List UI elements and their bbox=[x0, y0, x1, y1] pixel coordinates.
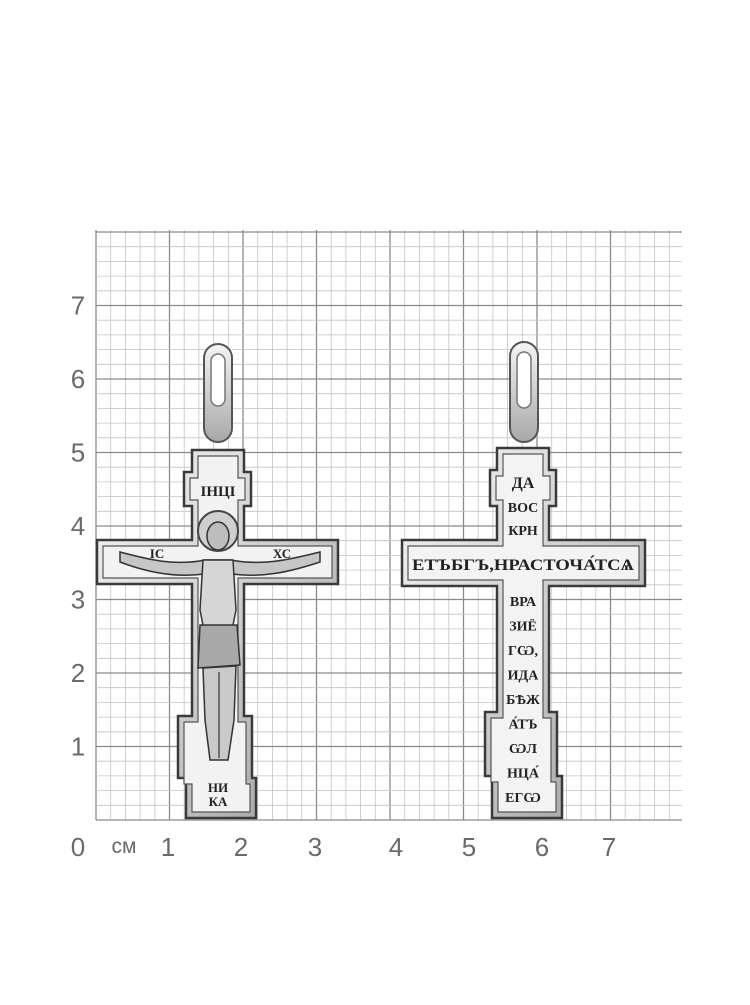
y-tick-label: 1 bbox=[70, 731, 86, 762]
x-tick-label: 1 bbox=[160, 832, 176, 862]
inscription-line: ИДА bbox=[507, 668, 539, 684]
loincloth bbox=[198, 625, 240, 668]
x-tick-label: 6 bbox=[534, 832, 550, 862]
y-tick-label: 5 bbox=[70, 437, 86, 468]
inscription-line: А́ТЪ bbox=[508, 717, 538, 733]
inscription-line: ѠЛ bbox=[509, 742, 537, 757]
inscription-line: ЗИЁ bbox=[509, 619, 537, 635]
inscription-lower bbox=[505, 595, 541, 806]
right-inscription: ХС bbox=[272, 546, 292, 561]
inscription-line: ЕГѠ bbox=[505, 791, 541, 806]
inscription-crossbar: ЕТЪБГЪ,НРАСТОЧА́ТСѦ bbox=[412, 557, 604, 574]
y-tick-label: 2 bbox=[70, 658, 86, 688]
head bbox=[207, 522, 229, 550]
bail-ring-hole bbox=[211, 354, 225, 406]
inscription-top-3: КРН bbox=[508, 524, 538, 539]
title-plaque-text: ІНЦІ bbox=[200, 484, 236, 500]
x-tick-label: 4 bbox=[388, 832, 404, 862]
inscription-line: ВРА bbox=[509, 595, 537, 610]
x-tick-label: 5 bbox=[461, 832, 477, 862]
x-tick-label: 3 bbox=[307, 832, 323, 862]
y-tick-label: 4 bbox=[70, 511, 86, 541]
axis-origin-label: 0 bbox=[70, 832, 86, 862]
x-tick-label: 7 bbox=[601, 832, 617, 862]
inscription-line: ГѠ, bbox=[508, 644, 538, 659]
bail-ring-hole bbox=[517, 352, 531, 408]
unit-label: см bbox=[111, 835, 137, 858]
y-tick-label: 3 bbox=[70, 584, 86, 615]
x-tick-label: 2 bbox=[233, 832, 249, 862]
left-inscription: ІС bbox=[149, 546, 165, 561]
inscription-line: БѢЖ bbox=[506, 693, 540, 708]
y-tick-label: 7 bbox=[70, 290, 86, 321]
inscription-top-2: ВОС bbox=[507, 501, 539, 516]
y-tick-label: 6 bbox=[70, 364, 86, 394]
inscription-top-1: ДА bbox=[511, 475, 535, 492]
bottom-plaque-line-1: НИ bbox=[207, 780, 229, 795]
bottom-plaque-line-2: КА bbox=[208, 794, 228, 809]
inscription-line: НЦА́ bbox=[507, 766, 539, 782]
